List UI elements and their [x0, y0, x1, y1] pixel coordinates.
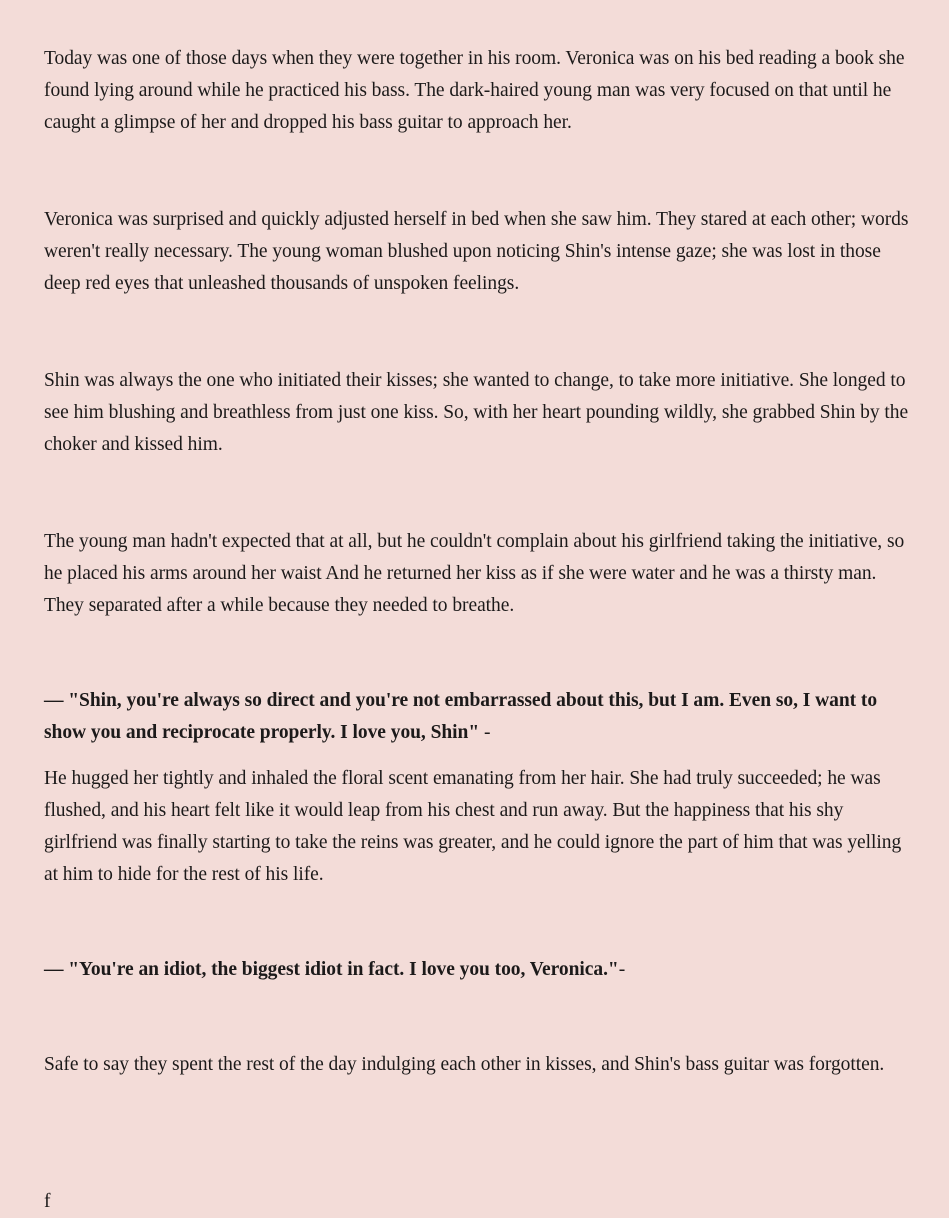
dialogue-2-text: — "You're an idiot, the biggest idiot in fact. I love you too, Veronica.": [44, 959, 619, 980]
paragraph-1: Today was one of those days when they were together in his room. Veronica was on his bed reading a book she found lying around while he practiced his bass. The dark-haired young man was very focused on that until he caught a glimpse of her and dropped his bass guitar to approach her.: [44, 48, 905, 133]
dialogue-1-trail: -: [479, 722, 491, 743]
paragraph-5: He hugged her tightly and inhaled the floral scent emanating from her hair. She had truly succeeded; he was flushed, and his heart felt like it would leap from his chest and run away. But the happiness that his shy girlfriend was finally starting to take the reins was greater, and he could ignore the part of him that was yelling at him to hide for the rest of his life.: [44, 768, 902, 885]
dialogue-2: [44, 954, 912, 986]
paragraph-3: Shin was always the one who initiated their kisses; she wanted to change, to take more initiative. She longed to see him blushing and breathless from just one kiss. So, with her heart pounding wildly, she grabbed Shin by the choker and kissed him.: [44, 370, 909, 455]
dialogue-1-text: — "Shin, you're always so direct and you're not embarrassed about this, but I am. Even so, I want to show you and reciprocate properly. I love you, Shin": [44, 690, 878, 743]
dialogue-1: [44, 685, 912, 749]
paragraph-4: The young man hadn't expected that at all, but he couldn't complain about his girlfriend taking the initiative, so he placed his arms around her waist And he returned her kiss as if she were water and he was a thirsty man. They separated after a while because they needed to breathe.: [44, 531, 905, 616]
paragraph-6: Safe to say they spent the rest of the day indulging each other in kisses, and Shin's bass guitar was forgotten.: [44, 1054, 885, 1075]
paragraph-2: Veronica was surprised and quickly adjusted herself in bed when she saw him. They stared at each other; words weren't really necessary. The young woman blushed upon noticing Shin's intense gaze; she was lost in those deep red eyes that unleashed thousands of unspoken feelings.: [44, 209, 909, 294]
dialogue-2-trail: -: [618, 959, 626, 980]
story-text: [44, 43, 912, 1081]
cutoff-text: f: [44, 1191, 51, 1212]
